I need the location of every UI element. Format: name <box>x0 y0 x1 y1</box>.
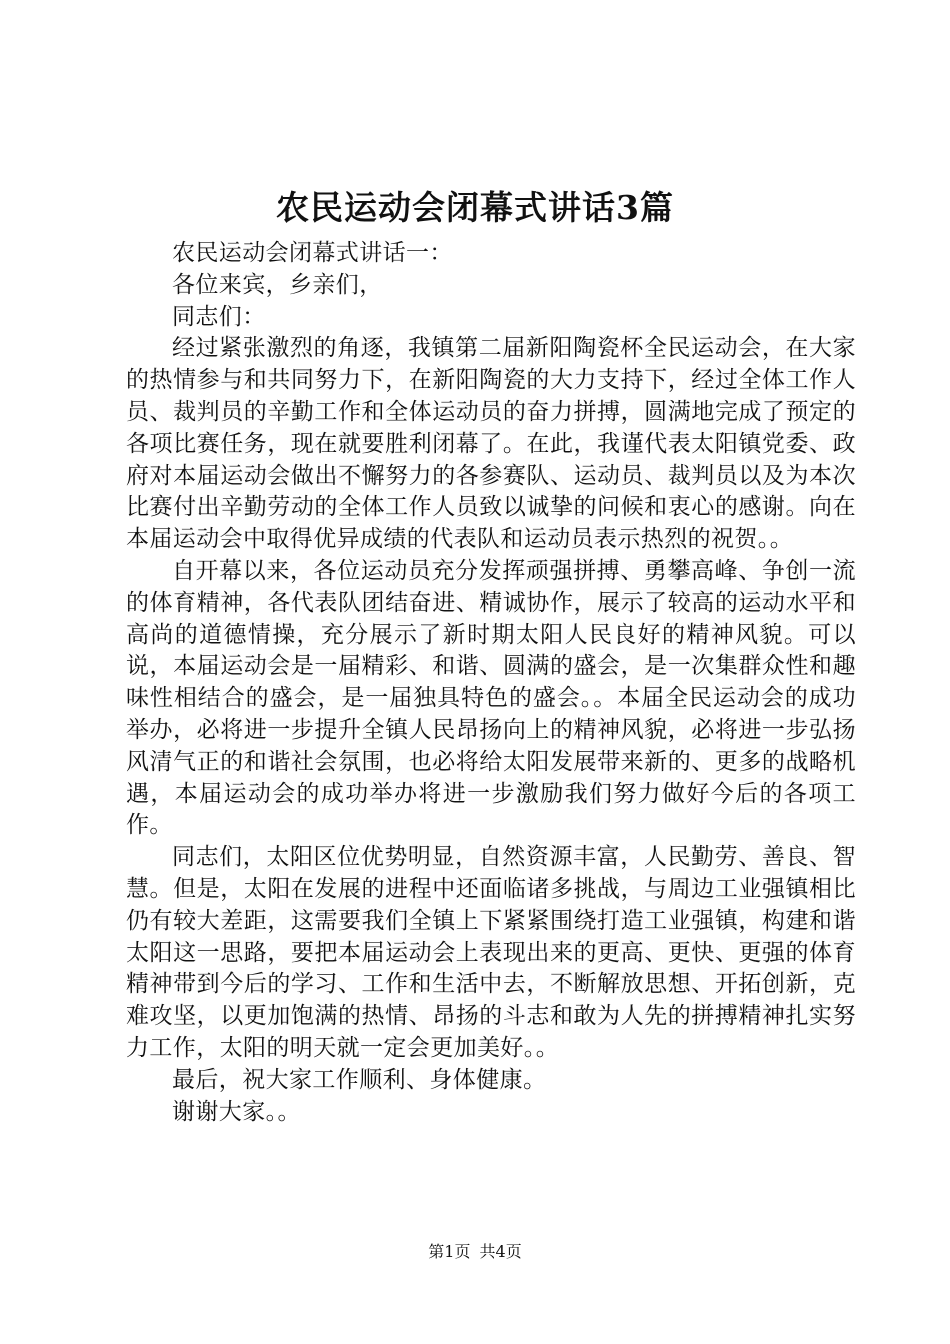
page-total: 共4页 <box>479 1242 522 1261</box>
body-paragraph: 经过紧张激烈的角逐，我镇第二届新阳陶瓷杯全民运动会，在大家的热情参与和共同努力下，在新阳陶瓷的大力支持下，经过全体工作人员、裁判员的辛勤工作和全体运动员的奋力拼搏，圆满地完成了预定的各项比赛任务，现在就要胜利闭幕了。在此，我谨代表太阳镇党委、政府对本届运动会做出不懈努力的各参赛队、运动员、裁判员以及为本次比赛付出辛勤劳动的全体工作人员致以诚挚的问候和衷心的感谢。向在本届运动会中取得优异成绩的代表队和运动员表示热烈的祝贺。。 <box>126 335 856 553</box>
salutation-heading: 农民运动会闭幕式讲话一： <box>172 240 453 266</box>
body-paragraph: 同志们，太阳区位优势明显，自然资源丰富，人民勤劳、善良、智慧。但是，太阳在发展的进程中还面临诸多挑战，与周边工业强镇相比仍有较大差距，这需要我们全镇上下紧紧围绕打造工业强镇，构建和谐太阳这一思路，要把本届运动会上表现出来的更高、更快、更强的体育精神带到今后的学习、工作和生活中去，不断解放思想、开拓创新，克难攻坚，以更加饱满的热情、昂扬的斗志和敢为人先的拼搏精神扎实努力工作，太阳的明天就一定会更加美好。。 <box>126 844 856 1061</box>
page-number: 第1页 <box>428 1242 471 1261</box>
document-title: 农民运动会闭幕式讲话3篇 <box>276 188 674 227</box>
salutation-comrades: 同志们： <box>172 303 266 330</box>
salutation-guests: 各位来宾，乡亲们， <box>172 271 383 298</box>
body-paragraph: 自开幕以来，各位运动员充分发挥顽强拼搏、勇攀高峰、争创一流的体育精神，各代表队团结奋进、精诚协作，展示了较高的运动水平和高尚的道德情操，充分展示了新时期太阳人民良好的精神风貌。可以说，本届运动会是一届精彩、和谐、圆满的盛会，是一次集群众性和趣味性相结合的盛会，是一届独具特色的盛会。。本届全民运动会的成功举办，必将进一步提升全镇人民昂扬向上的精神风貌，必将进一步弘扬风清气正的和谐社会氛围，也必将给太阳发展带来新的、更多的战略机遇，本届运动会的成功举办将进一步激励我们努力做好今后的各项工作。 <box>126 557 856 839</box>
document-body <box>126 238 856 1128</box>
closing-wish: 最后，祝大家工作顺利、身体健康。 <box>172 1066 547 1093</box>
closing-thanks: 谢谢大家。。 <box>172 1098 301 1125</box>
page-footer <box>0 1242 950 1262</box>
